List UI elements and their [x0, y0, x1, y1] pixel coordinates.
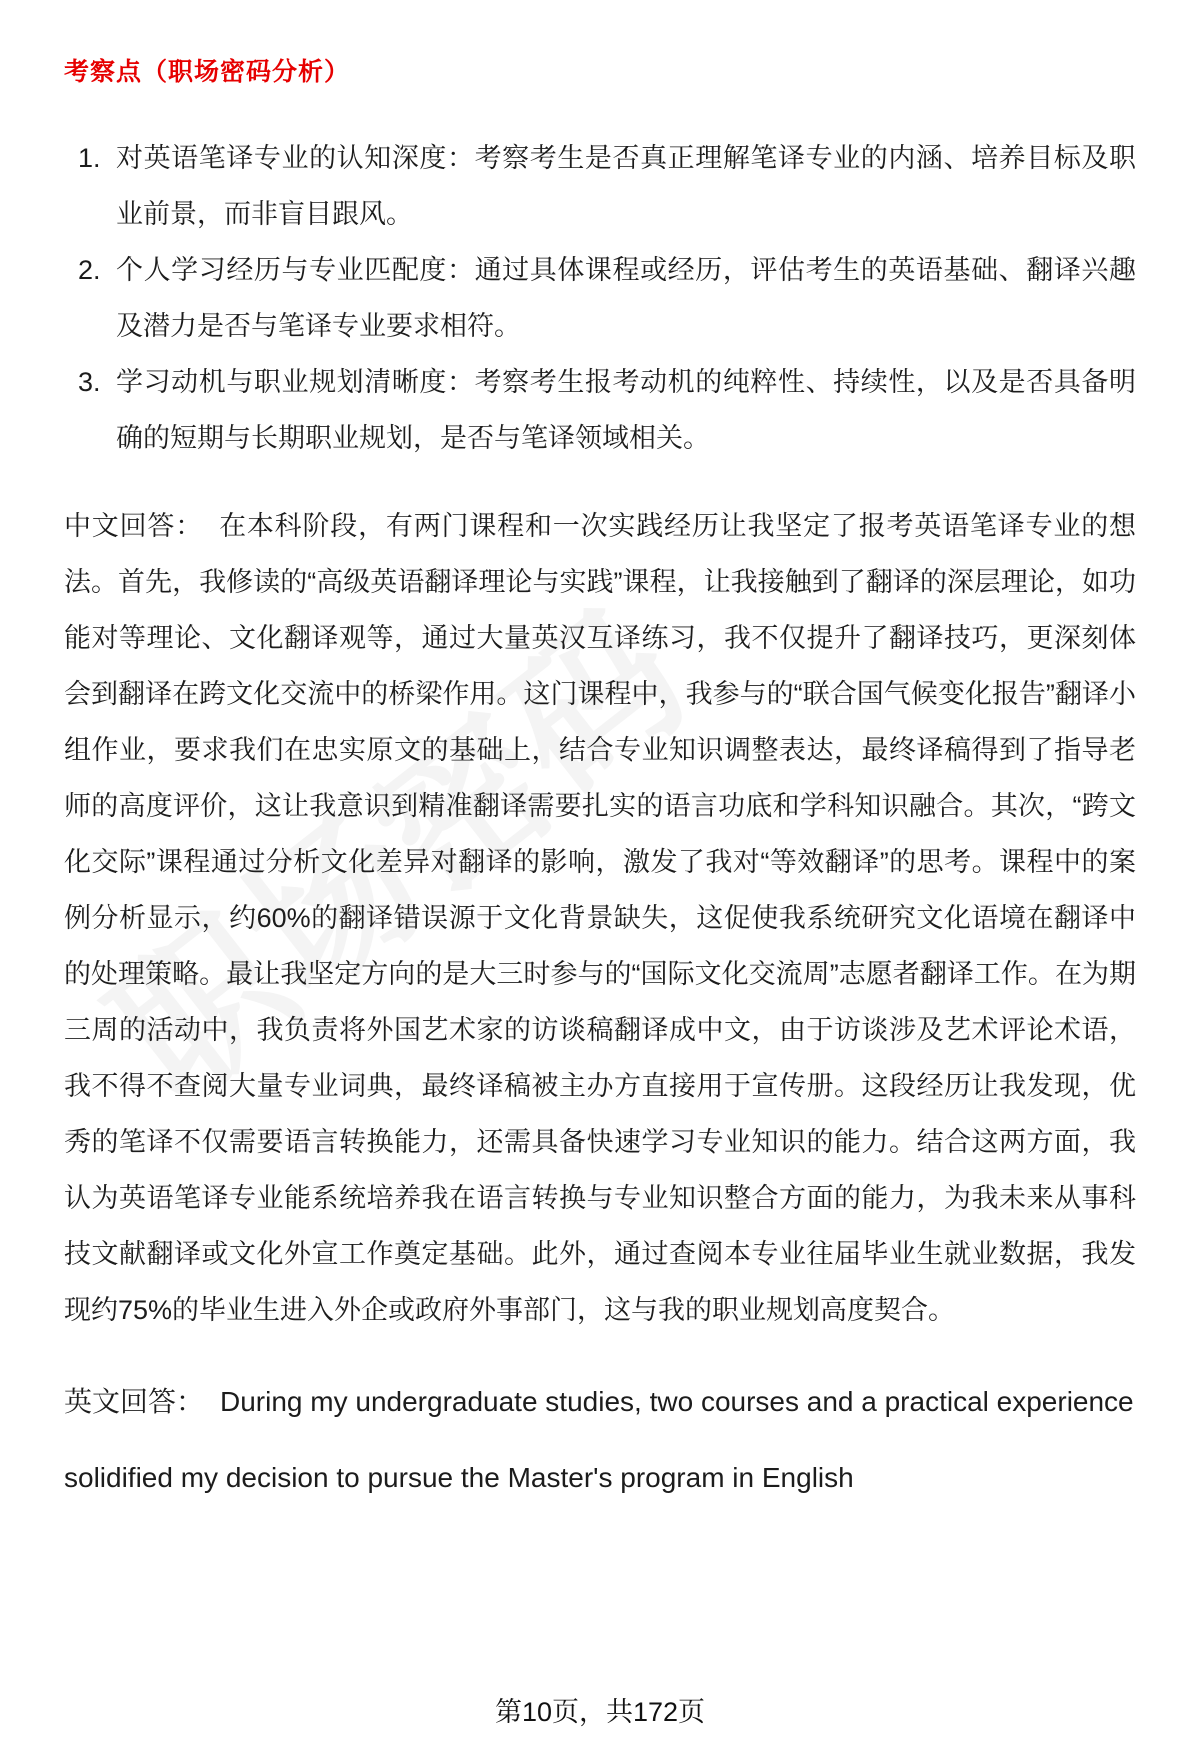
list-item-text: 学习动机与职业规划清晰度：考察考生报考动机的纯粹性、持续性，以及是否具备明确的短期与长期职业规划，是否与笔译领域相关。: [116, 367, 1136, 453]
list-item-number: 2.: [78, 255, 101, 285]
list-item-text: 对英语笔译专业的认知深度：考察考生是否真正理解笔译专业的内涵、培养目标及职业前景，而非盲目跟风。: [116, 143, 1136, 229]
exam-points-list: [64, 130, 1136, 466]
list-item-text: 个人学习经历与专业匹配度：通过具体课程或经历，评估考生的英语基础、翻译兴趣及潜力是否与笔译专业要求相符。: [116, 255, 1136, 341]
list-item: [78, 242, 1136, 354]
list-item-number: 3.: [78, 367, 101, 397]
english-answer-paragraph: [64, 1364, 1136, 1516]
english-answer-label: 英文回答：: [64, 1386, 205, 1417]
list-item: [78, 354, 1136, 466]
chinese-answer-label: 中文回答：: [64, 511, 204, 541]
page-content: [64, 52, 1136, 1516]
chinese-answer-text: 在本科阶段，有两门课程和一次实践经历让我坚定了报考英语笔译专业的想法。首先，我修读的“高级英语翻译理论与实践”课程，让我接触到了翻译的深层理论，如功能对等理论、文化翻译观等，通过大量英汉互译练习，我不仅提升了翻译技巧，更深刻体会到翻译在跨文化交流中的桥梁作用。这门课程中，我参与的“联合国气候变化报告”翻译小组作业，要求我们在忠实原文的基础上，结合专业知识调整表达，最终译稿得到了指导老师的高度评价，这让我意识到精准翻译需要扎实的语言功底和学科知识融合。其次，“跨文化交际”课程通过分析文化差异对翻译的影响，激发了我对“等效翻译”的思考。课程中的案例分析显示，约60%的翻译错误源于文化背景缺失，这促使我系统研究文化语境在翻译中的处理策略。最让我坚定方向的是大三时参与的“国际文化交流周”志愿者翻译工作。在为期三周的活动中，我负责将外国艺术家的访谈稿翻译成中文，由于访谈涉及艺术评论术语，我不得不查阅大量专业词典，最终译稿被主办方直接用于宣传册。这段经历让我发现，优秀的笔译不仅需要语言转换能力，还需具备快速学习专业知识的能力。结合这两方面，我认为英语笔译专业能系统培养我在语言转换与专业知识整合方面的能力，为我未来从事科技文献翻译或文化外宣工作奠定基础。此外，通过查阅本专业往届毕业生就业数据，我发现约75%的毕业生进入外企或政府外事部门，这与我的职业规划高度契合。: [64, 511, 1137, 1325]
chinese-answer-paragraph: [64, 498, 1136, 1338]
list-item-number: 1.: [78, 143, 101, 173]
english-answer-text: During my undergraduate studies, two courses and a practical experience solidified my decision to pursue the Master's program in English: [64, 1386, 1134, 1493]
section-heading: 考察点（职场密码分析）: [64, 58, 351, 86]
page-number-indicator: 第10页，共172页: [494, 1697, 706, 1727]
list-item: [78, 130, 1136, 242]
